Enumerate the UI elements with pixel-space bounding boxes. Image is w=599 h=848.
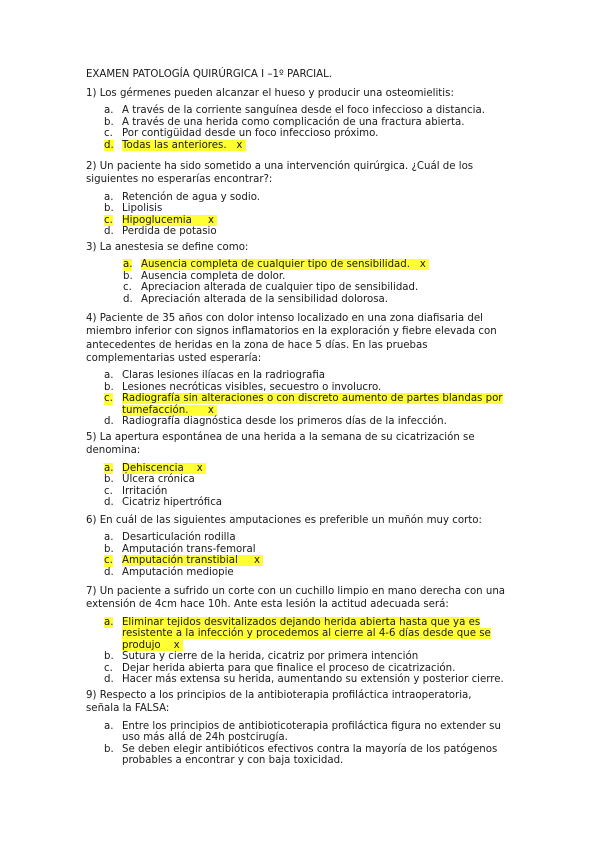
- option-b: b. Amputación trans-femoral: [104, 543, 256, 555]
- question-stem: 3) La anestesia se define como:: [86, 242, 249, 253]
- option-c-correct: c. Hipoglucemia x: [86, 215, 506, 227]
- question-stem: 6) En cuál de las siguientes amputaciones es preferible un muñón muy corto:: [86, 515, 482, 526]
- question-1: [86, 87, 506, 151]
- option-a: a. A través de la corriente sanguínea desde el foco infeccioso a distancia.: [104, 105, 485, 117]
- option-c-correct: c. Amputación transtibial x: [86, 555, 506, 567]
- answer-mark: x: [192, 215, 217, 226]
- question-7: [86, 585, 506, 686]
- exam-title: EXAMEN PATOLOGÍA QUIRÚRGICA I –1º PARCIAL.: [86, 69, 333, 80]
- question-stem: 7) Un paciente a sufrido un corte con un cuchillo limpio en mano derecha con una extensión de 4cm hace 10h. Ante esta lesión la actitud adecuada será:: [86, 586, 506, 611]
- option-d: d. Radiografía diagnóstica desde los primeros días de la infección.: [104, 416, 447, 428]
- option-d: d. Apreciación alterada de la sensibilidad dolorosa.: [123, 293, 388, 305]
- option-a: a. Desarticulación rodilla: [104, 532, 236, 544]
- option-c: c. Irritación: [104, 485, 168, 497]
- option-b: b. Úlcera crónica: [104, 474, 195, 486]
- question-5: [86, 431, 506, 509]
- option-b: b. Lesiones necróticas visibles, secuestro o involucro.: [104, 381, 382, 393]
- answer-mark: x: [188, 405, 217, 416]
- option-c: c. Apreciacion alterada de cualquier tipo de sensibilidad.: [123, 282, 419, 294]
- question-9: [86, 689, 506, 767]
- option-d: d. Hacer más extensa su herida, aumentando su extensión y posterior cierre.: [104, 674, 504, 686]
- option-d: d. Perdida de potasio: [104, 226, 217, 238]
- answer-mark: x: [238, 555, 263, 566]
- option-d: d. Amputación mediopie: [104, 566, 234, 578]
- question-3: [86, 241, 506, 305]
- answer-mark: x: [184, 463, 206, 474]
- answer-mark: x: [227, 140, 246, 151]
- option-a: a. Retención de agua y sodio.: [104, 191, 260, 203]
- option-b: b. Lipolisis: [104, 203, 163, 215]
- question-stem: 1) Los gérmenes pueden alcanzar el hueso y producir una osteomielitis:: [86, 88, 454, 99]
- option-a: a. Claras lesiones ilíacas en la radriografia: [104, 370, 326, 382]
- option-d-correct: d. Todas las anteriores. x: [86, 140, 506, 152]
- option-a: a. Entre los principios de antibioticoterapia profiláctica figura no extender su uso más allá de 24h postcirugía.: [104, 720, 501, 744]
- option-a-correct: a. Dehiscencia x: [86, 463, 506, 475]
- option-a-correct: a. Ausencia completa de cualquier tipo de sensibilidad. x: [105, 259, 506, 271]
- option-d: d. Cicatriz hipertrófica: [104, 497, 223, 509]
- answer-mark: x: [161, 640, 183, 651]
- option-b: b. Se deben elegir antibióticos efectivos contra la mayoría de los patógenos probables a encontrar y con baja toxicidad.: [104, 743, 498, 767]
- question-stem: 9) Respecto a los principios de la antibioterapia profiláctica intraoperatoria, señala la FALSA:: [86, 690, 472, 715]
- option-a-correct: a. Eliminar tejidos desvitalizados dejando herida abierta hasta que ya es resistente a la infección y procedemos al cierre al 4-6 días desde que se produjo x: [104, 616, 491, 651]
- question-6: [86, 514, 506, 578]
- question-2: [86, 160, 506, 238]
- option-c: c. Por contigüidad desde un foco infeccioso próximo.: [104, 128, 379, 140]
- option-b: b. Sutura y cierre de la herida, cicatriz por primera intención: [104, 651, 419, 663]
- question-stem: 5) La apertura espontánea de una herida a la semana de su cicatrización se denomina:: [86, 432, 475, 457]
- option-b: b. A través de una herida como complicación de una fractura abierta.: [104, 116, 465, 128]
- question-4: [86, 312, 506, 428]
- option-b: b. Ausencia completa de dolor.: [123, 270, 286, 282]
- answer-mark: x: [410, 259, 429, 270]
- question-stem: 2) Un paciente ha sido sometido a una intervención quirúrgica. ¿Cuál de los siguientes no esperarías encontrar?:: [86, 161, 474, 186]
- option-c: c. Dejar herida abierta para que finalice el proceso de cicatrización.: [104, 662, 456, 674]
- question-stem: 4) Paciente de 35 años con dolor intenso localizado en una zona diafisaria del miembro inferior con signos inflamatorios en la exploración y fiebre elevada con antecedentes de heridas en la zona de hace 5 días. En las pruebas complementarias usted esperaría:: [86, 313, 497, 364]
- option-c-correct: c. Radiografía sin alteraciones o con discreto aumento de partes blandas por tumefacción. x: [104, 393, 503, 416]
